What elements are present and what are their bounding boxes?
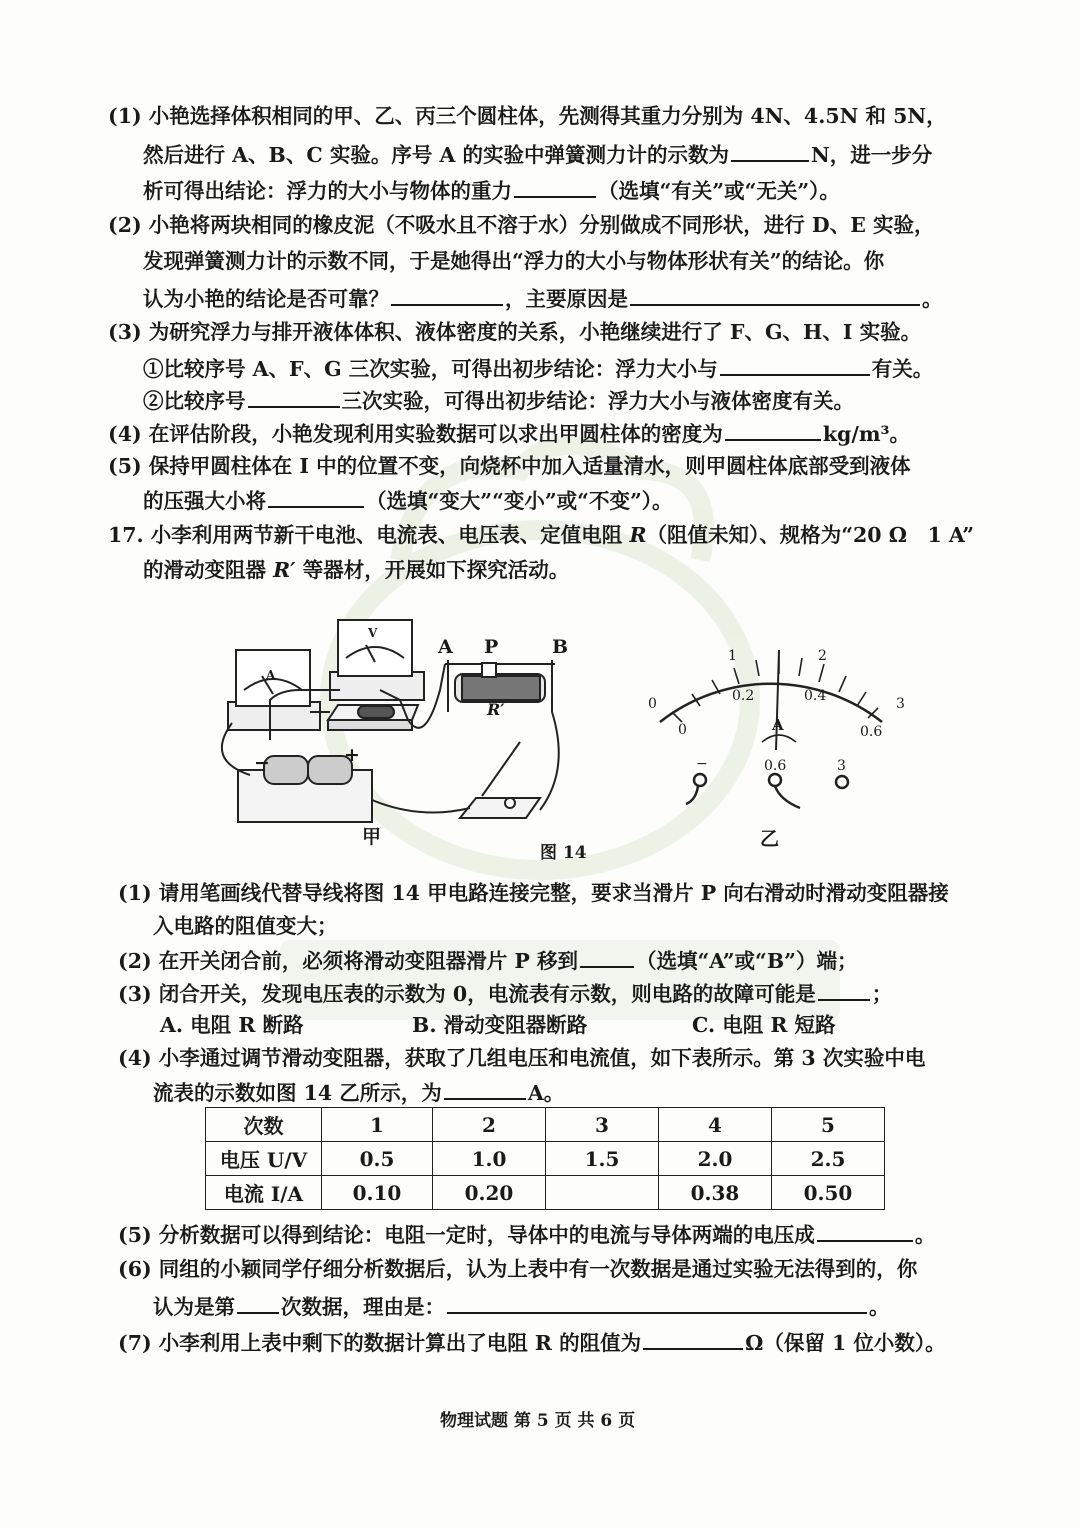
table-cell: 4 — [659, 1108, 772, 1142]
figure-caption: 图 14 — [540, 843, 587, 863]
q16-p1-line3: 析可得出结论：浮力的大小与物体的重力 （选填“有关”或“无关”）。 — [143, 176, 840, 204]
table-row — [206, 1142, 885, 1176]
scale-top-3: 3 — [896, 696, 905, 712]
table-cell: 3 — [546, 1108, 659, 1142]
table-cell: 2.0 — [659, 1142, 772, 1176]
scale-bottom-1: 0.2 — [732, 688, 755, 704]
answer-blank[interactable] — [237, 1292, 279, 1314]
scale-bottom-2: 0.4 — [804, 688, 827, 704]
q17-p1-line1: (1) 请用笔画线代替导线将图 14 甲电路连接完整，要求当滑片 P 向右滑动时滑动变阻器接 — [118, 881, 949, 905]
q17-p3-option-b: B. 滑动变阻器断路 — [412, 1013, 588, 1037]
table-cell: 2.5 — [772, 1142, 885, 1176]
scale-bottom-3: 0.6 — [860, 724, 883, 740]
q16-p2-line1: (2) 小艳将两块相同的橡皮泥（不吸水且不溶于水）分别做成不同形状，进行 D、E 实验， — [108, 213, 935, 237]
voltmeter-label: V — [368, 626, 378, 640]
table-cell: 5 — [772, 1108, 885, 1142]
answer-blank[interactable] — [447, 1292, 867, 1314]
rheostat-terminal-a: A — [438, 636, 453, 658]
scale-top-1: 1 — [728, 648, 737, 664]
q17-p6-line1: (6) 同组的小颖同学仔细分析数据后，认为上表中有一次数据是通过实验无法得到的，你 — [118, 1257, 918, 1281]
figure-label-jia: 甲 — [362, 826, 382, 848]
q17-p6-line2: 认为是第 次数据，理由是： 。 — [153, 1292, 890, 1320]
rheostat-terminal-b: B — [552, 636, 569, 658]
table-cell: 1.5 — [546, 1142, 659, 1176]
q17-intro-line2: 的滑动变阻器 R′ 等器材，开展如下探究活动。 — [143, 558, 570, 582]
table-cell: 1 — [322, 1108, 433, 1142]
terminal-3: 3 — [837, 758, 846, 774]
q17-p2-line1: (2) 在开关闭合前，必须将滑动变阻器滑片 P 移到 （选填“A”或“B”）端； — [118, 946, 857, 974]
battery-minus: − — [254, 752, 270, 774]
table-cell: 电压 U/V — [206, 1142, 322, 1176]
answer-blank[interactable] — [580, 946, 634, 968]
answer-blank[interactable] — [643, 1328, 743, 1350]
q16-p3-line2: ①比较序号 A、F、G 三次实验，可得出初步结论：浮力大小与 有关。 — [143, 354, 933, 382]
q17-p3-option-a: A. 电阻 R 断路 — [160, 1013, 304, 1037]
q17-p3-option-c: C. 电阻 R 短路 — [692, 1013, 836, 1037]
q16-p2-line3: 认为小艳的结论是否可靠？ ，主要原因是 。 — [143, 284, 943, 312]
answer-blank[interactable] — [817, 1220, 913, 1242]
q17-p7-line1: (7) 小李利用上表中剩下的数据计算出了电阻 R 的阻值为 Ω（保留 1 位小数）。 — [118, 1328, 946, 1356]
ammeter-label: A — [266, 668, 276, 682]
scale-top-0: 0 — [648, 696, 657, 712]
q17-p3-line1: (3) 闭合开关，发现电压表的示数为 0，电流表有示数，则电路的故障可能是 ； — [118, 979, 892, 1007]
q16-p4-line1: (4) 在评估阶段，小艳发现利用实验数据可以求出甲圆柱体的密度为 kg/m³。 — [108, 419, 910, 447]
rheostat-label: R′ — [487, 700, 505, 719]
figure-label-yi: 乙 — [760, 828, 780, 850]
dial-unit: A — [772, 716, 784, 734]
answer-blank[interactable] — [818, 979, 870, 1001]
battery-plus: + — [344, 744, 360, 766]
terminal-minus: − — [696, 756, 708, 772]
table-cell: 0.38 — [659, 1176, 772, 1210]
q17-p1-line2: 入电路的阻值变大； — [153, 914, 338, 938]
rheostat-slider-p: P — [484, 636, 499, 658]
table-cell: 1.0 — [433, 1142, 546, 1176]
table-cell: 0.5 — [322, 1142, 433, 1176]
table-cell: 0.20 — [433, 1176, 546, 1210]
table-cell: 次数 — [206, 1108, 322, 1142]
switch-icon — [460, 742, 540, 818]
q16-p1-line1: (1) 小艳选择体积相同的甲、乙、丙三个圆柱体，先测得其重力分别为 4N、4.5N 和 5N， — [108, 104, 947, 128]
answer-blank[interactable] — [444, 1078, 526, 1100]
table-cell: 电流 I/A — [206, 1176, 322, 1210]
data-table — [205, 1107, 885, 1210]
table-cell: 0.50 — [772, 1176, 885, 1210]
q16-p5-line2: 的压强大小将 （选填“变大”“变小”或“不变”）。 — [143, 486, 673, 514]
table-cell: 0.10 — [322, 1176, 433, 1210]
q17-p4-line2: 流表的示数如图 14 乙所示，为 A。 — [153, 1078, 564, 1106]
q16-p3-line1: (3) 为研究浮力与排开液体体积、液体密度的关系，小艳继续进行了 F、G、H、I 实验。 — [108, 320, 922, 344]
page-footer: 物理试题 第 5 页 共 6 页 — [440, 1411, 636, 1431]
table-row — [206, 1176, 885, 1210]
q16-p3-line3: ②比较序号 三次实验，可得出初步结论：浮力大小与液体密度有关。 — [143, 386, 854, 414]
q16-p1-line2: 然后进行 A、B、C 实验。序号 A 的实验中弹簧测力计的示数为 N，进一步分 — [143, 140, 932, 168]
q16-p5-line1: (5) 保持甲圆柱体在 I 中的位置不变，向烧杯中加入适量清水，则甲圆柱体底部受到液体 — [108, 454, 911, 478]
scale-bottom-0: 0 — [678, 722, 687, 738]
scale-top-2: 2 — [818, 648, 827, 664]
terminal-06: 0.6 — [764, 758, 787, 774]
table-row — [206, 1108, 885, 1142]
q17-p4-line1: (4) 小李通过调节滑动变阻器，获取了几组电压和电流值，如下表所示。第 3 次实验中电 — [118, 1046, 926, 1070]
q17-intro-line1: 17. 小李利用两节新干电池、电流表、电压表、定值电阻 R（阻值未知）、规格为“20 Ω 1 A” — [108, 523, 975, 547]
ammeter-dial-icon — [660, 650, 882, 808]
table-cell: 2 — [433, 1108, 546, 1142]
q16-p2-line2: 发现弹簧测力计的示数不同，于是她得出“浮力的大小与物体形状有关”的结论。你 — [143, 249, 885, 273]
table-cell[interactable] — [546, 1176, 659, 1210]
q17-p5-line1: (5) 分析数据可以得到结论：电阻一定时，导体中的电流与导体两端的电压成 。 — [118, 1220, 935, 1248]
